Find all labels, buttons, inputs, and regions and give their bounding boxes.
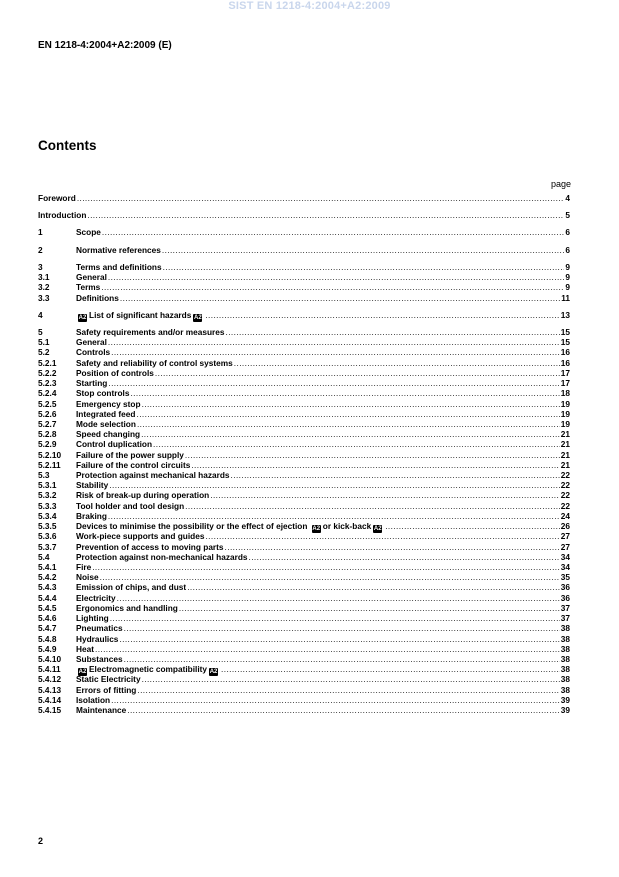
toc-number: 5.2.11: [38, 459, 61, 470]
toc-entry[interactable]: [38, 283, 570, 293]
toc-page: 18: [560, 388, 570, 399]
leader-dots: [92, 563, 560, 571]
toc-title: Noise: [76, 572, 99, 583]
leader-dots: [130, 389, 559, 397]
toc-title: Stability: [76, 480, 109, 491]
toc-title: Safety requirements and/or measures: [76, 326, 225, 337]
toc-page: 15: [560, 337, 570, 348]
toc-entry[interactable]: [38, 706, 570, 716]
toc-number: 5.4.9: [38, 643, 57, 654]
toc-title: Errors of fitting: [76, 684, 137, 695]
leader-dots: [187, 583, 560, 591]
toc-number: 2: [38, 244, 43, 255]
toc-entry[interactable]: [38, 311, 570, 321]
toc-page: 22: [560, 490, 570, 501]
toc-page: 13: [560, 309, 570, 320]
toc-entry[interactable]: [38, 686, 570, 696]
toc-page: 6: [565, 244, 570, 255]
toc-page: 6: [565, 227, 570, 238]
toc-title: Heat: [76, 643, 94, 654]
toc-title: Devices to minimise the possibility or the effect of ejection: [76, 521, 308, 532]
toc-title: Integrated feed: [76, 408, 136, 419]
toc-number: 5: [38, 326, 43, 337]
toc-title: Stop controls: [76, 388, 130, 399]
leader-dots: [205, 311, 559, 319]
toc-number: 5.4.4: [38, 592, 57, 603]
leader-dots: [100, 573, 560, 581]
toc-entry[interactable]: [38, 389, 570, 399]
leader-dots: [127, 706, 560, 714]
leader-dots: [385, 522, 560, 530]
toc-number: 5.3.7: [38, 541, 57, 552]
toc-page: 36: [560, 582, 570, 593]
toc-number: 5.3.4: [38, 510, 57, 521]
leader-dots: [210, 491, 560, 499]
leader-dots: [124, 655, 560, 663]
leader-dots: [108, 273, 564, 281]
toc-title: Controls: [76, 347, 111, 358]
toc-title-with-marks: [76, 311, 204, 322]
toc-number: 5.2.2: [38, 367, 57, 378]
leader-dots: [111, 696, 560, 704]
toc-number: 5.4: [38, 551, 50, 562]
leader-dots: [185, 502, 560, 510]
toc-entry[interactable]: [38, 338, 570, 348]
toc-page: 39: [560, 694, 570, 705]
toc-title: Static Electricity: [76, 674, 141, 685]
toc-title: Normative references: [76, 244, 161, 255]
toc-number: 5.4.1: [38, 562, 57, 572]
toc-number: 5.2.7: [38, 418, 57, 429]
toc-page: 38: [560, 664, 570, 675]
toc-number: 5.2.8: [38, 429, 57, 440]
toc-title: Maintenance: [76, 705, 127, 716]
amendment-start-icon: A2: [78, 314, 87, 321]
toc-number: 5.2.5: [38, 398, 57, 409]
leader-dots: [120, 294, 560, 302]
toc-number: 3.1: [38, 272, 50, 283]
toc-entry[interactable]: [38, 246, 570, 256]
toc-title: General: [76, 272, 107, 283]
toc-entry[interactable]: [38, 294, 570, 304]
leader-dots: [249, 553, 560, 561]
toc-page: 39: [560, 705, 570, 716]
toc-page: 4: [565, 193, 570, 203]
toc-number: 4: [38, 309, 43, 320]
leader-dots: [153, 440, 560, 448]
toc-title: Ergonomics and handling: [76, 602, 178, 613]
toc-page: 21: [560, 429, 570, 440]
toc-entry[interactable]: [38, 471, 570, 481]
toc-number: 5.3.2: [38, 490, 57, 501]
toc-title: Fire: [76, 562, 92, 572]
toc-number: 5.3.5: [38, 521, 57, 532]
toc-number: 5.3.1: [38, 480, 57, 491]
toc-number: 5.4.15: [38, 705, 62, 716]
table-of-contents: [38, 194, 570, 716]
toc-number: 5.2.10: [38, 449, 62, 460]
toc-entry[interactable]: [38, 328, 570, 338]
toc-page: 9: [565, 272, 570, 283]
toc-number: 1: [38, 227, 43, 238]
toc-number: 5.3.6: [38, 531, 57, 542]
toc-entry[interactable]: [38, 635, 570, 645]
toc-entry[interactable]: [38, 273, 570, 283]
toc-title: Speed changing: [76, 429, 141, 440]
leader-dots: [185, 451, 560, 459]
toc-page: 19: [560, 418, 570, 429]
toc-page: 34: [560, 562, 570, 572]
toc-entry[interactable]: [38, 553, 570, 563]
toc-title: Emission of chips, and dust: [76, 582, 187, 593]
toc-title: Protection against mechanical hazards: [76, 470, 230, 481]
document-id: EN 1218-4:2004+A2:2009 (E): [38, 40, 172, 51]
toc-title: General: [76, 337, 107, 348]
toc-page: 35: [560, 572, 570, 583]
toc-page: 34: [560, 551, 570, 562]
leader-dots: [141, 430, 560, 438]
toc-title: Protection against non-mechanical hazards: [76, 551, 248, 562]
leader-dots: [119, 635, 559, 643]
toc-title: Starting: [76, 378, 108, 389]
leader-dots: [142, 400, 560, 408]
toc-title: Failure of the control circuits: [76, 459, 191, 470]
leader-dots: [179, 604, 560, 612]
leader-dots: [162, 246, 565, 254]
toc-title: List of significant hazards: [89, 309, 192, 320]
toc-entry[interactable]: [38, 502, 570, 512]
leader-dots: [101, 283, 564, 291]
toc-page: 16: [560, 357, 570, 368]
toc-title: Prevention of access to moving parts: [76, 541, 224, 552]
toc-page: 38: [560, 643, 570, 654]
toc-entry[interactable]: [38, 369, 570, 379]
toc-page: 38: [560, 674, 570, 685]
toc-number: 5.2.3: [38, 378, 57, 389]
toc-number: 3.2: [38, 282, 50, 293]
leader-dots: [117, 594, 560, 602]
leader-dots: [234, 359, 560, 367]
toc-title: Risk of break-up during operation: [76, 490, 210, 501]
leader-dots: [191, 461, 559, 469]
amendment-end-icon: A2: [209, 669, 218, 676]
toc-number: 5.4.11: [38, 664, 61, 675]
toc-page: 27: [560, 531, 570, 542]
toc-page: 9: [565, 282, 570, 293]
toc-number: 3: [38, 261, 43, 272]
toc-page: 21: [560, 459, 570, 470]
toc-page: 26: [560, 521, 570, 532]
toc-entry[interactable]: [38, 228, 570, 238]
leader-dots: [87, 211, 564, 219]
toc-title: Electromagnetic compatibility: [89, 664, 208, 675]
leader-dots: [137, 686, 559, 694]
leader-dots: [108, 512, 560, 520]
toc-page: 22: [560, 480, 570, 491]
toc-title: Definitions: [76, 292, 119, 303]
toc-number: 5.4.7: [38, 623, 57, 634]
toc-page: 38: [560, 653, 570, 664]
leader-dots: [136, 410, 559, 418]
toc-page: 24: [560, 510, 570, 521]
leader-dots: [111, 348, 560, 356]
leader-dots: [109, 481, 559, 489]
toc-title: Terms and definitions: [76, 261, 162, 272]
toc-title: Pneumatics: [76, 623, 123, 634]
toc-title: Substances: [76, 653, 123, 664]
leader-dots: [155, 369, 560, 377]
toc-entry[interactable]: [38, 194, 570, 204]
toc-number: 5.2.6: [38, 408, 57, 419]
toc-entry[interactable]: [38, 563, 570, 573]
toc-title: Foreword: [38, 193, 76, 203]
amendment-end-icon: A2: [373, 526, 382, 533]
toc-title: Lighting: [76, 613, 109, 624]
toc-page: 37: [560, 613, 570, 624]
amendment-end-icon: A2: [194, 314, 202, 321]
toc-title: Electricity: [76, 592, 116, 603]
toc-title: Terms: [76, 282, 101, 293]
toc-number: 3.3: [38, 292, 50, 303]
toc-number: 5.3: [38, 470, 50, 481]
leader-dots: [142, 675, 560, 683]
toc-page: 38: [560, 623, 570, 634]
leader-dots: [221, 665, 560, 673]
toc-number: 5.2.4: [38, 388, 57, 399]
toc-page: 22: [560, 470, 570, 481]
toc-page: 22: [560, 500, 570, 511]
toc-page: 17: [560, 367, 570, 378]
toc-page: 9: [565, 261, 570, 272]
leader-dots: [108, 379, 559, 387]
leader-dots: [225, 543, 560, 551]
toc-page: 16: [560, 347, 570, 358]
leader-dots: [102, 228, 564, 236]
toc-title-continued: or kick-back: [322, 521, 372, 532]
toc-page: 38: [560, 633, 570, 644]
toc-page: 21: [560, 449, 570, 460]
toc-title: Position of controls: [76, 367, 154, 378]
page-title: Contents: [38, 138, 97, 153]
toc-number: 5.2.1: [38, 357, 57, 368]
leader-dots: [225, 328, 559, 336]
toc-title: Scope: [76, 227, 101, 238]
toc-page: 21: [560, 439, 570, 450]
toc-title: Braking: [76, 510, 107, 521]
leader-dots: [95, 645, 560, 653]
toc-number: 5.4.6: [38, 613, 57, 624]
toc-page: 15: [560, 326, 570, 337]
toc-number: 5.4.14: [38, 694, 62, 705]
toc-title: Control duplication: [76, 439, 153, 450]
toc-title: Isolation: [76, 694, 111, 705]
toc-title: Safety and reliability of control systems: [76, 357, 233, 368]
leader-dots: [77, 194, 565, 202]
toc-page: 19: [560, 398, 570, 409]
page-number: 2: [38, 836, 44, 846]
toc-number: 5.4.8: [38, 633, 57, 644]
toc-page: 37: [560, 602, 570, 613]
toc-page: 19: [560, 408, 570, 419]
toc-page: 38: [560, 684, 570, 695]
toc-page: 17: [560, 378, 570, 389]
toc-title: Introduction: [38, 210, 87, 221]
toc-title: Emergency stop: [76, 398, 141, 409]
toc-page: 11: [561, 292, 570, 303]
toc-number: 5.2: [38, 347, 50, 358]
toc-number: 5.4.2: [38, 572, 57, 583]
amendment-start-icon: A2: [78, 669, 87, 676]
toc-title: Hydraulics: [76, 633, 119, 644]
leader-dots: [124, 624, 560, 632]
toc-number: 5.4.12: [38, 674, 62, 685]
toc-title: Work-piece supports and guides: [76, 531, 205, 542]
leader-dots: [163, 263, 565, 271]
toc-page: 5: [565, 210, 570, 221]
toc-number: 5.2.9: [38, 439, 57, 450]
page-column-label: page: [551, 179, 572, 189]
toc-number: 5.1: [38, 337, 50, 348]
toc-entry[interactable]: [38, 263, 570, 273]
toc-entry[interactable]: [38, 583, 570, 593]
leader-dots: [205, 532, 559, 540]
toc-number: 5.4.3: [38, 582, 57, 593]
leader-dots: [108, 338, 560, 346]
toc-title: Failure of the power supply: [76, 449, 184, 460]
toc-number: 5.4.10: [38, 653, 62, 664]
leader-dots: [137, 420, 560, 428]
toc-page: 27: [560, 541, 570, 552]
toc-title: Mode selection: [76, 418, 136, 429]
toc-entry[interactable]: [38, 604, 570, 614]
toc-number: 5.4.13: [38, 684, 62, 695]
toc-number: 5.3.3: [38, 500, 57, 511]
toc-title: Tool holder and tool design: [76, 500, 185, 511]
toc-entry[interactable]: [38, 211, 570, 221]
toc-entry[interactable]: [38, 624, 570, 634]
amendment-start-icon: A2: [312, 526, 321, 533]
watermark: SIST EN 1218-4:2004+A2:2009: [228, 0, 391, 12]
toc-number: 5.4.5: [38, 602, 57, 613]
toc-page: 36: [560, 592, 570, 603]
leader-dots: [231, 471, 560, 479]
leader-dots: [110, 614, 560, 622]
